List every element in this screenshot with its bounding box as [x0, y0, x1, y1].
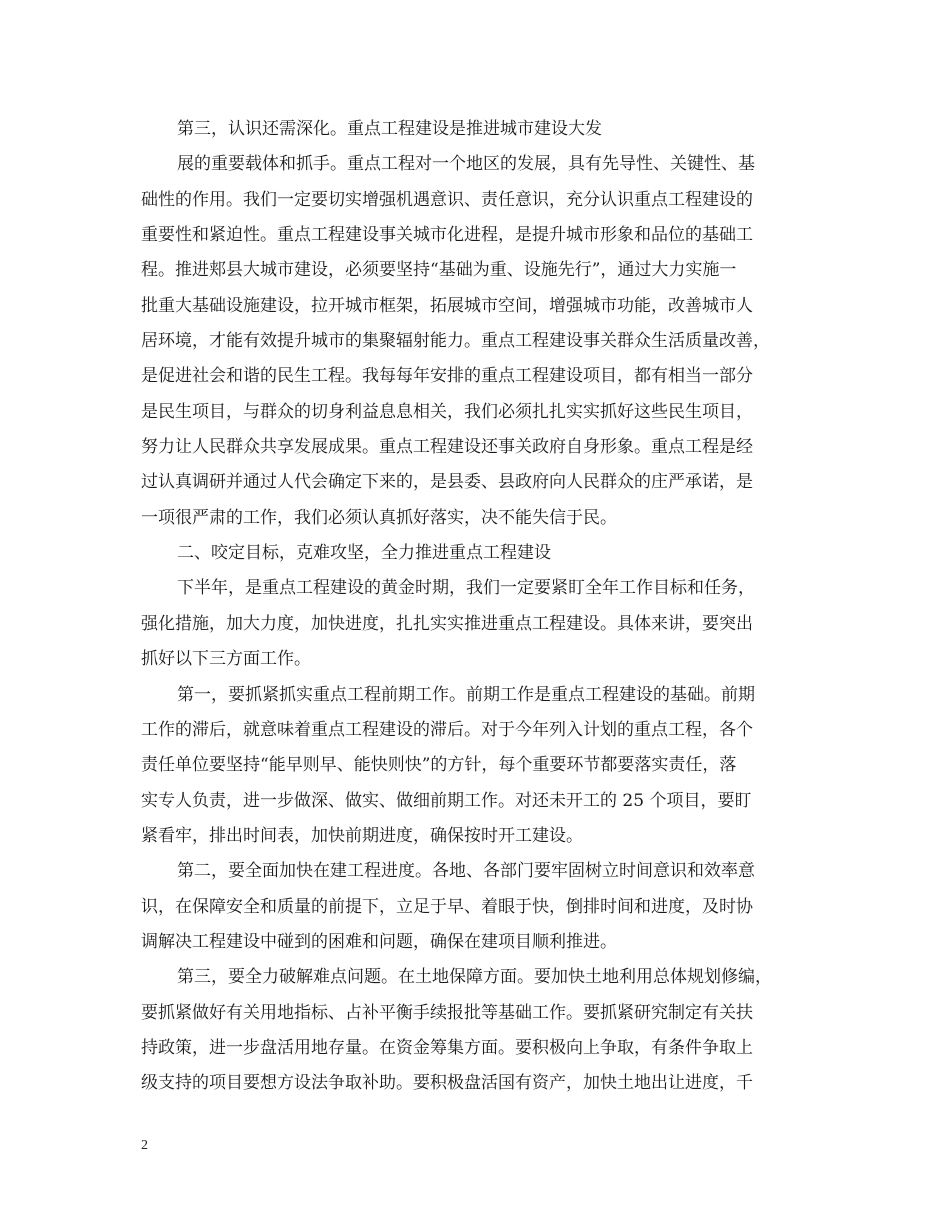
text-line: 识，在保障安全和质量的前提下，立足于早、着眼于快，倒排时间和进度，及时协	[141, 896, 753, 917]
text-line: 持政策，进一步盘活用地存量。在资金筹集方面。要积极向上争取，有条件争取上	[141, 1037, 753, 1058]
text-line: 批重大基础设施建设，拉开城市框架，拓展城市空间，增强城市功能，改善城市人	[141, 295, 753, 316]
text-line: 级支持的项目要想方设法争取补助。要积极盘活国有资产，加快土地出让进度，千	[141, 1073, 753, 1094]
text-line: 一项很严肃的工作，我们必须认真抓好落实，决不能失信于民。	[141, 507, 617, 528]
text-line: 第三，认识还需深化。重点工程建设是推进城市建设大发	[177, 119, 602, 139]
text-line: 抓好以下三方面工作。	[141, 649, 311, 670]
text-line: 努力让人民群众共享发展成果。重点工程建设还事关政府自身形象。重点工程是经	[141, 437, 753, 458]
text-line: 础性的作用。我们一定要切实增强机遇意识、责任意识，充分认识重点工程建设的	[141, 189, 753, 210]
page-number: 2	[141, 1138, 148, 1153]
text-line: 紧看牢，排出时间表，加快前期进度，确保按时开工建设。	[141, 825, 583, 846]
text-line: 调解决工程建设中碰到的困难和问题，确保在建项目顺利推进。	[141, 931, 617, 952]
text-line: 是民生项目，与群众的切身利益息息相关，我们必须扎扎实实抓好这些民生项目，	[141, 401, 753, 422]
text-line: 工作的滞后，就意味着重点工程建设的滞后。对于今年列入计划的重点工程，各个	[141, 719, 753, 740]
text-line: 二、咬定目标，克难攻坚，全力推进重点工程建设	[177, 543, 551, 564]
document-body	[141, 112, 831, 1102]
text-line: 第一，要抓紧抓实重点工程前期工作。前期工作是重点工程建设的基础。前期	[177, 684, 755, 705]
text-line: 要抓紧做好有关用地指标、占补平衡手续报批等基础工作。要抓紧研究制定有关扶	[141, 1002, 753, 1023]
text-line: 实专人负责，进一步做深、做实、做细前期工作。对还未开工的 25 个项目，要盯	[141, 790, 752, 811]
text-line: 程。推进郏县大城市建设，必须要坚持“基础为重、设施先行”，通过大力实施一	[141, 260, 737, 281]
text-line: 强化措施，加大力度，加快进度，扎扎实实推进重点工程建设。具体来讲，要突出	[141, 613, 753, 634]
text-line: 责任单位要坚持“能早则早、能快则快”的方针，每个重要环节都要落实责任，落	[141, 755, 737, 776]
text-line: 过认真调研并通过人代会确定下来的，是县委、县政府向人民群众的庄严承诺，是	[141, 472, 753, 493]
text-line: 展的重要载体和抓手。重点工程对一个地区的发展，具有先导性、关键性、基	[177, 154, 755, 175]
text-line: 第二，要全面加快在建工程进度。各地、各部门要牢固树立时间意识和效率意	[177, 861, 755, 882]
text-line: 是促进社会和谐的民生工程。我每每年安排的重点工程建设项目，都有相当一部分	[141, 366, 753, 387]
text-line: 居环境，才能有效提升城市的集聚辐射能力。重点工程建设事关群众生活质量改善，	[141, 331, 770, 352]
text-line: 重要性和紧迫性。重点工程建设事关城市化进程，是提升城市形象和品位的基础工	[141, 225, 753, 246]
text-line: 下半年，是重点工程建设的黄金时期，我们一定要紧盯全年工作目标和任务，	[177, 578, 755, 599]
text-line: 第三，要全力破解难点问题。在土地保障方面。要加快土地利用总体规划修编，	[177, 967, 772, 988]
